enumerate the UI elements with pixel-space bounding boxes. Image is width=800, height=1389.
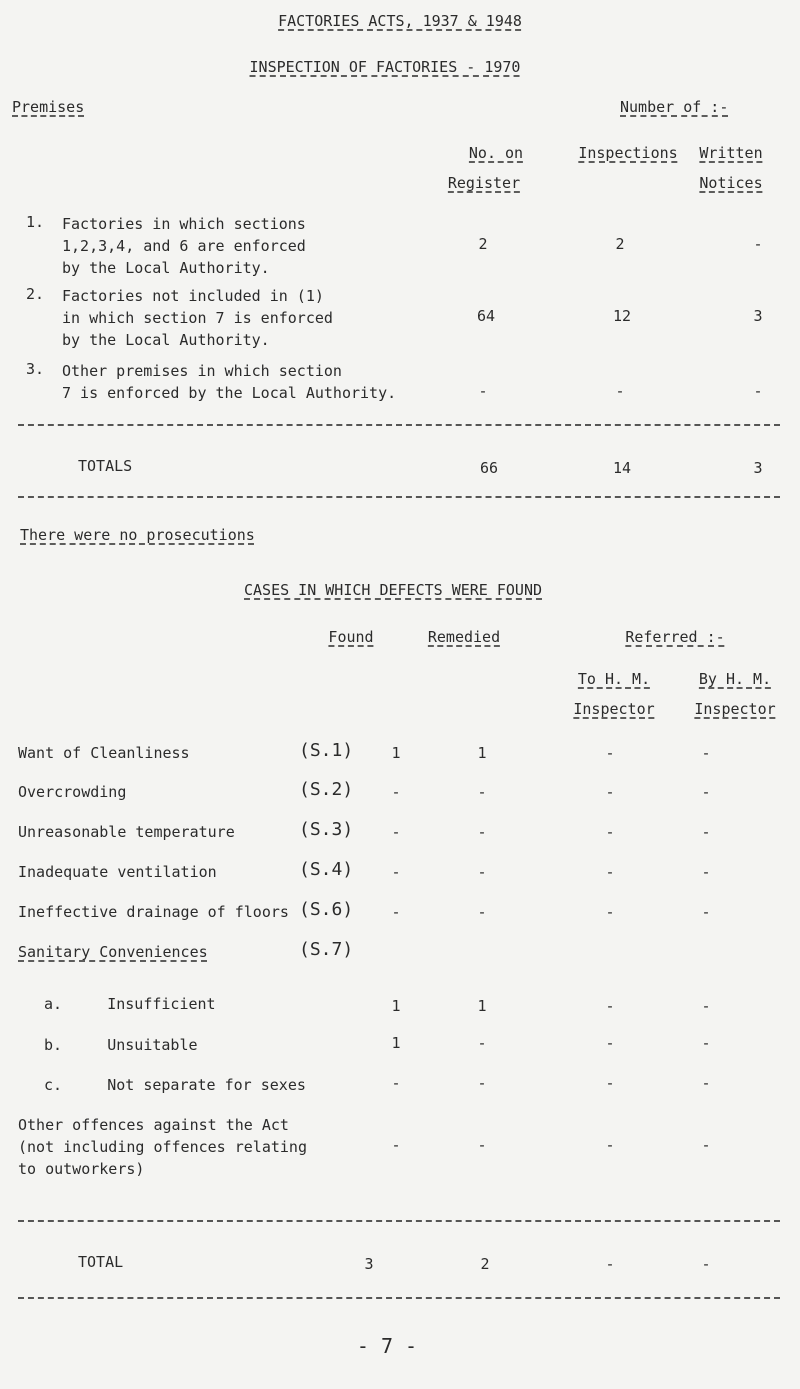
remedied-value: - xyxy=(477,1136,487,1154)
total-by-hm: - xyxy=(701,1255,711,1273)
document-title: FACTORIES ACTS, 1937 & 1948 xyxy=(278,12,522,30)
register-value: 2 xyxy=(478,235,488,253)
defect-label: Want of Cleanliness xyxy=(18,744,190,762)
row-description: Factories not included in (1) in which section 7 is enforced by the Local Authority. xyxy=(62,287,333,349)
col-by-hm-line2: Inspector xyxy=(694,700,776,718)
by-hm-value: - xyxy=(701,1136,711,1154)
remedied-value: 1 xyxy=(477,997,487,1015)
notices-value: - xyxy=(753,382,763,400)
found-value: 1 xyxy=(391,1034,401,1052)
row-description: Factories in which sections 1,2,3,4, and 6 are enforced by the Local Authority. xyxy=(62,215,306,277)
by-hm-value: - xyxy=(701,1034,711,1052)
defects-title: CASES IN WHICH DEFECTS WERE FOUND xyxy=(243,581,543,599)
inspections-value: 12 xyxy=(612,307,632,325)
found-value: - xyxy=(391,823,401,841)
by-hm-value: - xyxy=(701,997,711,1015)
inspections-value: - xyxy=(615,382,625,400)
col-notices-line1: Written xyxy=(699,144,763,162)
by-hm-value: - xyxy=(701,903,711,921)
row-number: 1. xyxy=(26,213,45,231)
defect-label: c. Not separate for sexes xyxy=(44,1076,306,1094)
by-hm-value: - xyxy=(701,744,711,762)
remedied-value: - xyxy=(477,863,487,881)
to-hm-value: - xyxy=(605,823,615,841)
found-value: 1 xyxy=(391,997,401,1015)
found-value: - xyxy=(391,1074,401,1092)
to-hm-value: - xyxy=(605,1074,615,1092)
defect-label: Sanitary Conveniences xyxy=(18,943,208,961)
register-value: 64 xyxy=(476,307,496,325)
divider xyxy=(18,496,780,498)
totals-inspections: 14 xyxy=(612,459,632,477)
number-of-heading: Number of :- xyxy=(620,98,729,116)
col-remedied: Remedied xyxy=(427,628,501,646)
remedied-value: - xyxy=(477,823,487,841)
to-hm-value: - xyxy=(605,744,615,762)
section-ref: (S.1) xyxy=(299,740,354,761)
total-label: TOTAL xyxy=(78,1253,124,1271)
total-remedied: 2 xyxy=(480,1255,490,1273)
by-hm-value: - xyxy=(701,823,711,841)
col-to-hm-line1: To H. M. xyxy=(577,670,651,688)
to-hm-value: - xyxy=(605,863,615,881)
section-ref: (S.6) xyxy=(299,899,354,920)
to-hm-value: - xyxy=(605,1034,615,1052)
defect-label: Other offences against the Act (not including offences relating to outworkers) xyxy=(18,1116,307,1178)
page-number: - 7 - xyxy=(356,1334,418,1358)
remedied-value: 1 xyxy=(477,744,487,762)
divider xyxy=(18,1220,780,1222)
col-referred: Referred :- xyxy=(625,628,725,646)
totals-label: TOTALS xyxy=(78,457,133,475)
to-hm-value: - xyxy=(605,1136,615,1154)
to-hm-value: - xyxy=(605,903,615,921)
premises-heading: Premises xyxy=(12,98,85,116)
found-value: - xyxy=(391,863,401,881)
document-subtitle: INSPECTION OF FACTORIES - 1970 xyxy=(249,58,521,76)
total-found: 3 xyxy=(364,1255,374,1273)
found-value: - xyxy=(391,903,401,921)
by-hm-value: - xyxy=(701,783,711,801)
section-ref: (S.3) xyxy=(299,819,354,840)
col-by-hm-line1: By H. M. xyxy=(698,670,772,688)
col-to-hm-line2: Inspector xyxy=(573,700,655,718)
row-description: Other premises in which section 7 is enforced by the Local Authority. xyxy=(62,362,397,402)
found-value: - xyxy=(391,783,401,801)
col-inspections: Inspections xyxy=(578,144,678,162)
divider xyxy=(18,1297,780,1299)
defect-label: b. Unsuitable xyxy=(44,1036,198,1054)
defect-label: a. Insufficient xyxy=(44,995,216,1013)
remedied-value: - xyxy=(477,903,487,921)
to-hm-value: - xyxy=(605,997,615,1015)
col-register-line2: Register xyxy=(447,174,521,192)
remedied-value: - xyxy=(477,1034,487,1052)
prosecutions-note: There were no prosecutions xyxy=(20,526,255,544)
section-ref: (S.4) xyxy=(299,859,354,880)
row-number: 2. xyxy=(26,285,45,303)
col-notices-line2: Notices xyxy=(699,174,763,192)
section-ref: (S.2) xyxy=(299,779,354,800)
notices-value: 3 xyxy=(753,307,763,325)
defect-label: Inadequate ventilation xyxy=(18,863,217,881)
by-hm-value: - xyxy=(701,863,711,881)
total-to-hm: - xyxy=(605,1255,615,1273)
remedied-value: - xyxy=(477,783,487,801)
remedied-value: - xyxy=(477,1074,487,1092)
totals-notices: 3 xyxy=(753,459,763,477)
inspections-value: 2 xyxy=(615,235,625,253)
defect-label: Unreasonable temperature xyxy=(18,823,235,841)
notices-value: - xyxy=(753,235,763,253)
by-hm-value: - xyxy=(701,1074,711,1092)
row-number: 3. xyxy=(26,360,45,378)
to-hm-value: - xyxy=(605,783,615,801)
register-value: - xyxy=(478,382,488,400)
defect-label: Ineffective drainage of floors xyxy=(18,903,289,921)
col-register-line1: No. on xyxy=(468,144,524,162)
found-value: 1 xyxy=(391,744,401,762)
found-value: - xyxy=(391,1136,401,1154)
defect-label: Overcrowding xyxy=(18,783,127,801)
divider xyxy=(18,424,780,426)
col-found: Found xyxy=(328,628,374,646)
totals-register: 66 xyxy=(479,459,499,477)
section-ref: (S.7) xyxy=(299,939,354,960)
